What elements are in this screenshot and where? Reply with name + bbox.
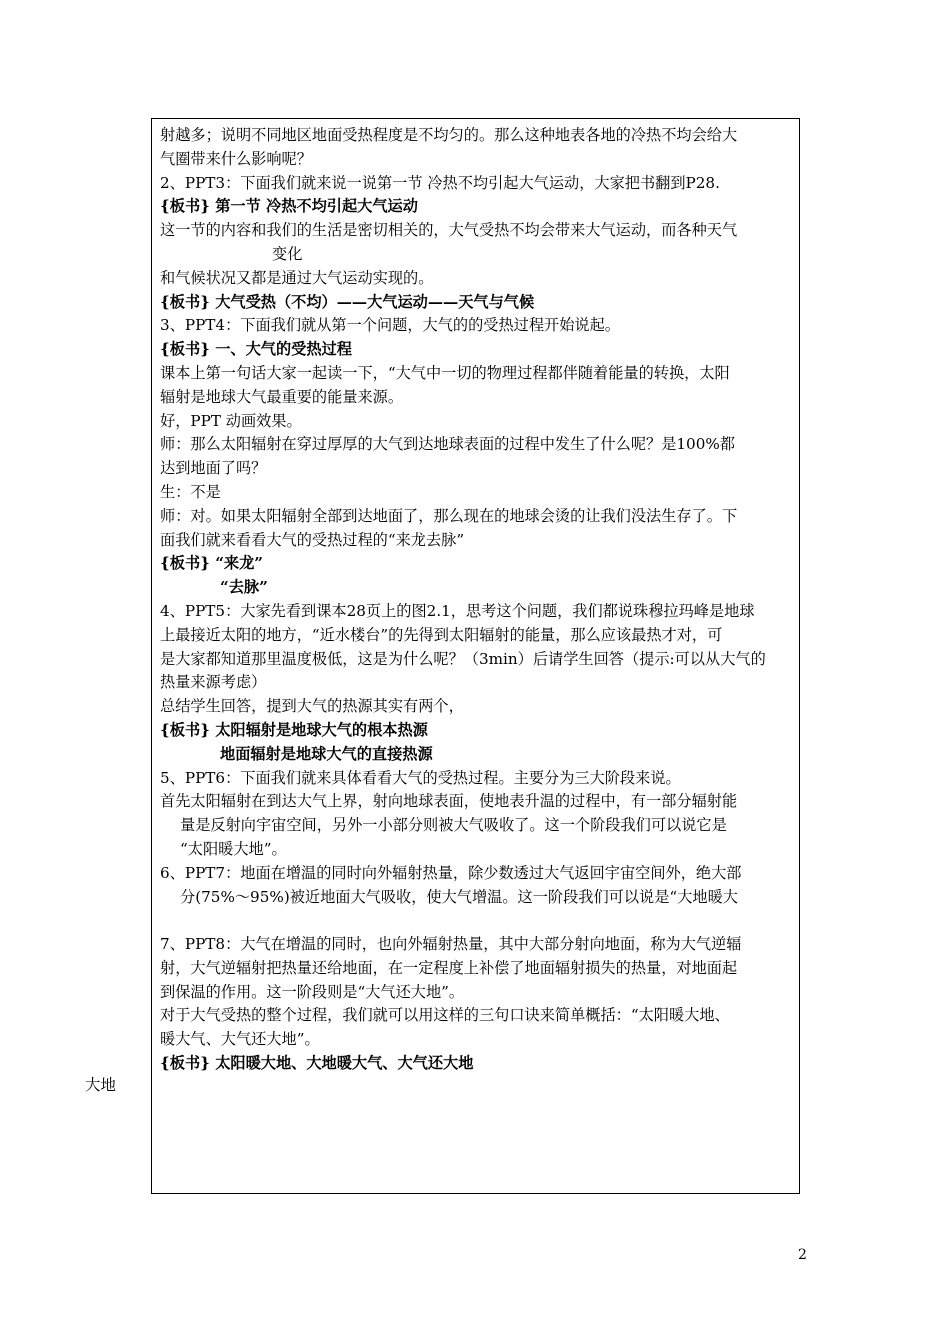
page-number: 2 [798, 1247, 807, 1263]
text-line: 4、PPT5：大家先看到课本28页上的图2.1，思考这个问题，我们都说珠穆拉玛峰是地球 [160, 601, 755, 620]
board-note-line: {板书} “来龙” [160, 554, 264, 573]
text-line: 面我们就来看看大气的受热过程的“来龙去脉” [160, 530, 465, 549]
text-line: 课本上第一句话大家一起读一下，“大气中一切的物理过程都伴随着能量的转换，太阳 [160, 363, 730, 382]
text-line: 上最接近太阳的地方，“近水楼台”的先得到太阳辐射的能量，那么应该最热才对，可 [160, 625, 723, 644]
text-line: 6、PPT7：地面在增温的同时向外辐射热量，除少数透过大气返回宇宙空间外，绝大部 [160, 863, 742, 882]
board-note-line: {板书} 太阳辐射是地球大气的根本热源 [160, 720, 428, 739]
lesson-body [160, 124, 794, 1076]
text-line: 师：那么太阳辐射在穿过厚厚的大气到达地球表面的过程中发生了什么呢？是100%都 [160, 435, 735, 454]
text-line: 热量来源考虑） [160, 673, 267, 692]
board-note-line: “去脉” [220, 578, 268, 597]
text-line: 2、PPT3：下面我们就来说一说第一节 冷热不均引起大气运动，大家把书翻到P28. [160, 173, 720, 192]
text-line: 气圈带来什么影响呢？ [160, 149, 312, 168]
text-line: “太阳暖大地”。 [180, 839, 287, 858]
text-line: 对于大气受热的整个过程，我们就可以用这样的三句口诀来简单概括：“太阳暖大地、 [160, 1006, 730, 1025]
board-note-line: {板书} 一、大气的受热过程 [160, 340, 352, 359]
board-note-line: {板书} 第一节 冷热不均引起大气运动 [160, 197, 418, 216]
text-line: 7、PPT8：大气在增温的同时，也向外辐射热量，其中大部分射向地面，称为大气逆辐 [160, 935, 742, 954]
text-line: 量是反射向宇宙空间，另外一小部分则被大气吸收了。这一个阶段我们可以说它是 [180, 816, 727, 835]
margin-note: 大地 [85, 1076, 117, 1094]
text-line: 辐射是地球大气最重要的能量来源。 [160, 387, 403, 406]
text-line: 达到地面了吗？ [160, 459, 267, 478]
text-line: 这一节的内容和我们的生活是密切相关的，大气受热不均会带来大气运动，而各种天气 [160, 221, 738, 240]
text-line: 和气候状况又都是通过大气运动实现的。 [160, 268, 434, 287]
text-line [160, 909, 794, 933]
text-line: 变化 [272, 244, 303, 263]
text-line: 到保温的作用。这一阶段则是“大气还大地”。 [160, 982, 465, 1001]
text-line: 5、PPT6：下面我们就来具体看看大气的受热过程。主要分为三大阶段来说。 [160, 768, 681, 787]
text-line: 生：不是 [160, 482, 221, 501]
text-line: 师：对。如果太阳辐射全部到达地面了，那么现在的地球会烫的让我们没法生存了。下 [160, 506, 738, 525]
text-line: 射，大气逆辐射把热量还给地面，在一定程度上补偿了地面辐射损失的热量，对地面起 [160, 958, 738, 977]
board-note-line: {板书} 大气受热（不均）——大气运动——天气与气候 [160, 292, 535, 311]
text-line: 是大家都知道那里温度极低，这是为什么呢？（3min）后请学生回答（提示:可以从大气的 [160, 649, 766, 668]
text-line: 分(75%～95%)被近地面大气吸收，使大气增温。这一阶段我们可以说是“大地暖大 [180, 887, 738, 906]
text-line: 好，PPT 动画效果。 [160, 411, 302, 430]
board-note-line: {板书} 太阳暖大地、大地暖大气、大气还大地 [160, 1054, 474, 1073]
text-line: 首先太阳辐射在到达大气上界，射向地球表面，使地表升温的过程中，有一部分辐射能 [160, 792, 738, 811]
board-note-line: 地面辐射是地球大气的直接热源 [220, 744, 433, 763]
text-line: 暖大气、大气还大地”。 [160, 1030, 320, 1049]
text-line: 3、PPT4：下面我们就从第一个问题，大气的的受热过程开始说起。 [160, 316, 620, 335]
text-line: 射越多；说明不同地区地面受热程度是不均匀的。那么这种地表各地的冷热不均会给大 [160, 126, 738, 144]
text-line: 总结学生回答，提到大气的热源其实有两个， [160, 697, 464, 716]
